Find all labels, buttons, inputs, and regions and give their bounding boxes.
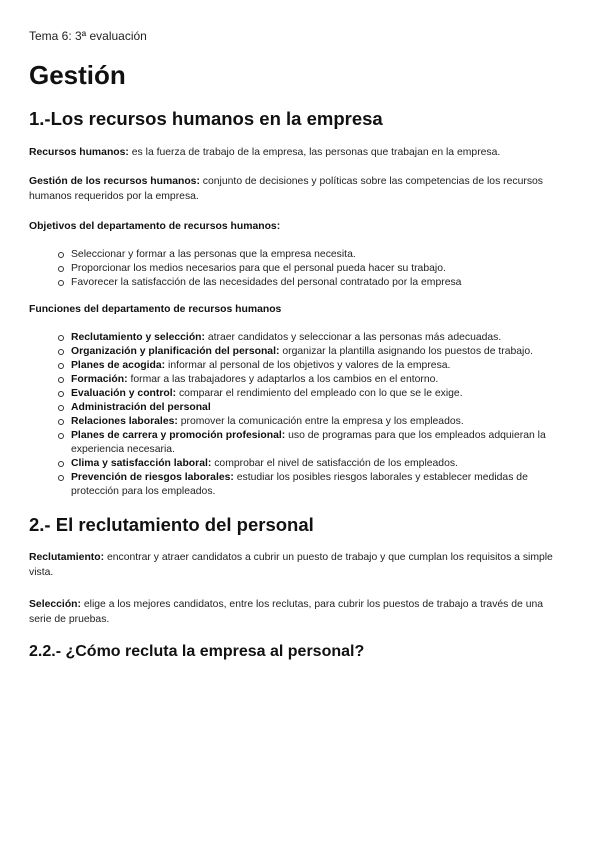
circle-bullet-icon — [58, 349, 64, 355]
list-item — [29, 262, 565, 276]
circle-bullet-icon — [58, 252, 64, 258]
objectives-list — [29, 248, 565, 290]
function-term: Planes de carrera y promoción profesional: — [71, 430, 286, 441]
definition-seleccion — [29, 597, 565, 627]
definition-gestion-rrhh — [29, 174, 565, 204]
list-item — [29, 401, 565, 415]
circle-bullet-icon — [58, 363, 64, 369]
definition-term: Reclutamiento: — [29, 552, 105, 563]
list-item — [29, 387, 565, 401]
function-text: comparar el rendimiento del empleado con lo que se le exige. — [176, 388, 463, 399]
function-text: atraer candidatos y seleccionar a las personas más adecuadas. — [204, 332, 502, 343]
functions-label: Funciones del departamento de recursos humanos — [29, 304, 282, 315]
function-term: Formación: — [71, 374, 128, 385]
circle-bullet-icon — [58, 377, 64, 383]
function-text: estudiar los posibles riesgos laborales y establecer medidas de protección para los empleados. — [71, 472, 528, 497]
function-text: informar al personal de los objetivos y valores de la empresa. — [165, 360, 451, 371]
functions-list — [29, 331, 565, 499]
list-item — [29, 276, 565, 290]
list-item — [29, 471, 565, 499]
list-item — [29, 345, 565, 359]
circle-bullet-icon — [58, 461, 64, 467]
function-term: Evaluación y control: — [71, 388, 177, 399]
list-item — [29, 429, 565, 457]
function-text: promover la comunicación entre la empresa y los empleados. — [177, 416, 464, 427]
list-item — [29, 457, 565, 471]
list-item — [29, 359, 565, 373]
circle-bullet-icon — [58, 405, 64, 411]
definition-term: Recursos humanos: — [29, 147, 129, 158]
section-2-heading: 2.- El reclutamiento del personal — [29, 514, 314, 535]
function-term: Prevención de riesgos laborales: — [71, 472, 234, 483]
function-term: Organización y planificación del personal: — [71, 346, 280, 357]
function-term: Relaciones laborales: — [71, 416, 178, 427]
function-text: comprobar el nivel de satisfacción de los empleados. — [211, 458, 458, 469]
circle-bullet-icon — [58, 433, 64, 439]
function-text: uso de programas para que los empleados adquieran la experiencia necesaria. — [71, 430, 546, 455]
definition-term: Selección: — [29, 599, 81, 610]
definition-text: encontrar y atraer candidatos a cubrir un puesto de trabajo y que cumplan los requisitos a simple vista. — [29, 552, 553, 578]
circle-bullet-icon — [58, 391, 64, 397]
function-term: Clima y satisfacción laboral: — [71, 458, 212, 469]
list-item — [29, 248, 565, 262]
list-item — [29, 331, 565, 345]
function-term: Reclutamiento y selección: — [71, 332, 205, 343]
definition-term: Gestión de los recursos humanos: — [29, 176, 200, 187]
circle-bullet-icon — [58, 266, 64, 272]
definition-text: conjunto de decisiones y políticas sobre las competencias de los recursos humanos requeridos por la empresa. — [29, 176, 543, 202]
function-term: Planes de acogida: — [71, 360, 166, 371]
function-term: Administración del personal — [71, 402, 211, 413]
list-item-text: Seleccionar y formar a las personas que la empresa necesita. — [71, 249, 356, 260]
function-text: formar a las trabajadores y adaptarlos a los cambios en el entorno. — [127, 374, 439, 385]
circle-bullet-icon — [58, 419, 64, 425]
definition-text: elige a los mejores candidatos, entre los reclutas, para cubrir los puestos de trabajo a través de una serie de pruebas. — [29, 599, 544, 625]
function-text: organizar la plantilla asignando los puestos de trabajo. — [279, 346, 534, 357]
section-2-2-heading: 2.2.- ¿Cómo recluta la empresa al personal? — [29, 643, 365, 660]
list-item — [29, 373, 565, 387]
definition-recursos-humanos — [29, 145, 565, 160]
document-topic: Tema 6: 3ª evaluación — [29, 29, 147, 43]
list-item — [29, 415, 565, 429]
definition-reclutamiento — [29, 550, 565, 580]
circle-bullet-icon — [58, 335, 64, 341]
list-item-text: Favorecer la satisfacción de las necesidades del personal contratado por la empresa — [71, 277, 462, 288]
definition-text: es la fuerza de trabajo de la empresa, las personas que trabajan en la empresa. — [128, 147, 501, 158]
section-1-heading: 1.-Los recursos humanos en la empresa — [29, 108, 383, 129]
objectives-label: Objetivos del departamento de recursos humanos: — [29, 221, 281, 232]
circle-bullet-icon — [58, 280, 64, 286]
circle-bullet-icon — [58, 475, 64, 481]
page-title: Gestión — [29, 60, 126, 90]
list-item-text: Proporcionar los medios necesarios para que el personal pueda hacer su trabajo. — [71, 263, 446, 274]
